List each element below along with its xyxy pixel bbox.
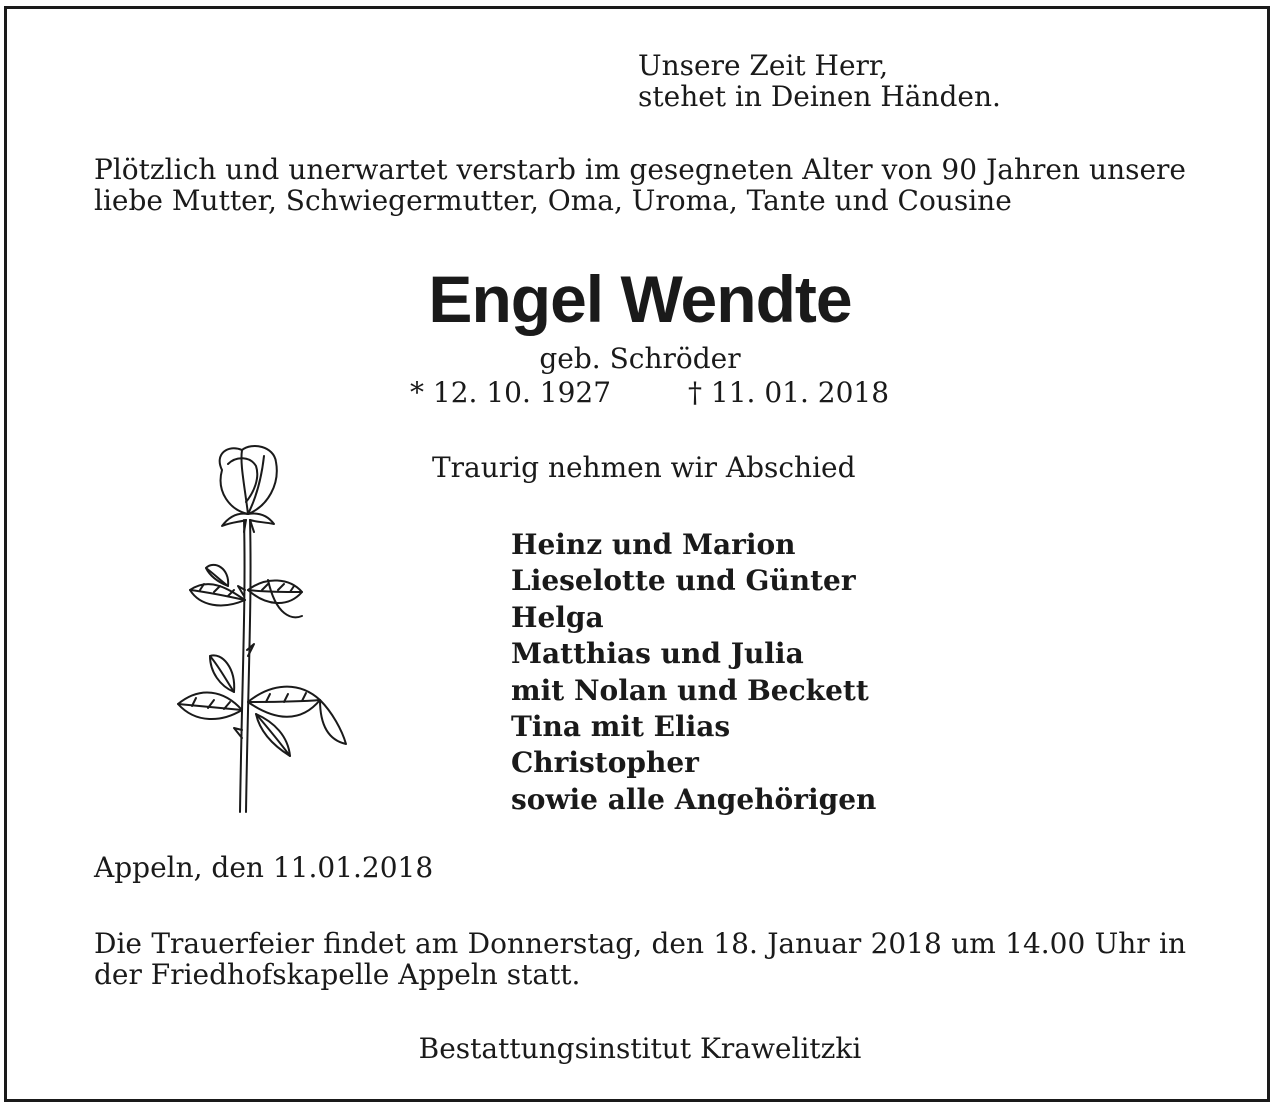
family-list: [511, 527, 876, 818]
undertaker-name: Bestattungsinstitut Krawelitzki: [418, 1032, 862, 1065]
farewell-text: Traurig nehmen wir Abschied: [432, 451, 856, 484]
family-member: Helga: [511, 600, 604, 634]
deceased-name: Engel Wendte: [428, 262, 852, 336]
family-member: Tina mit Elias: [511, 710, 731, 744]
birth-date: * 12. 10. 1927: [410, 376, 612, 409]
family-member: Matthias und Julia: [511, 637, 804, 671]
intro-text: Plötzlich und unerwartet verstarb im gesegneten Alter von 90 Jahren unsere liebe Mutter, Schwiegermutter, Oma, Uroma, Tante und Cousine: [94, 153, 1186, 217]
maiden-name: geb. Schröder: [539, 342, 741, 375]
family-member: sowie alle Angehörigen: [511, 782, 877, 816]
family-member: mit Nolan und Beckett: [511, 673, 869, 707]
motto-line-2: stehet in Deinen Händen.: [638, 80, 1001, 113]
motto-line-1: Unsere Zeit Herr,: [638, 49, 889, 82]
family-member: Heinz und Marion: [511, 528, 796, 561]
death-date: † 11. 01. 2018: [688, 376, 890, 409]
rose-icon: [170, 440, 360, 820]
place-date: Appeln, den 11.01.2018: [94, 851, 434, 884]
family-member: Lieselotte und Günter: [511, 564, 856, 598]
service-notice: Die Trauerfeier findet am Donnerstag, den 18. Januar 2018 um 14.00 Uhr in der Friedhofskapelle Appeln statt.: [94, 927, 1186, 991]
family-member: Christopher: [511, 746, 699, 780]
